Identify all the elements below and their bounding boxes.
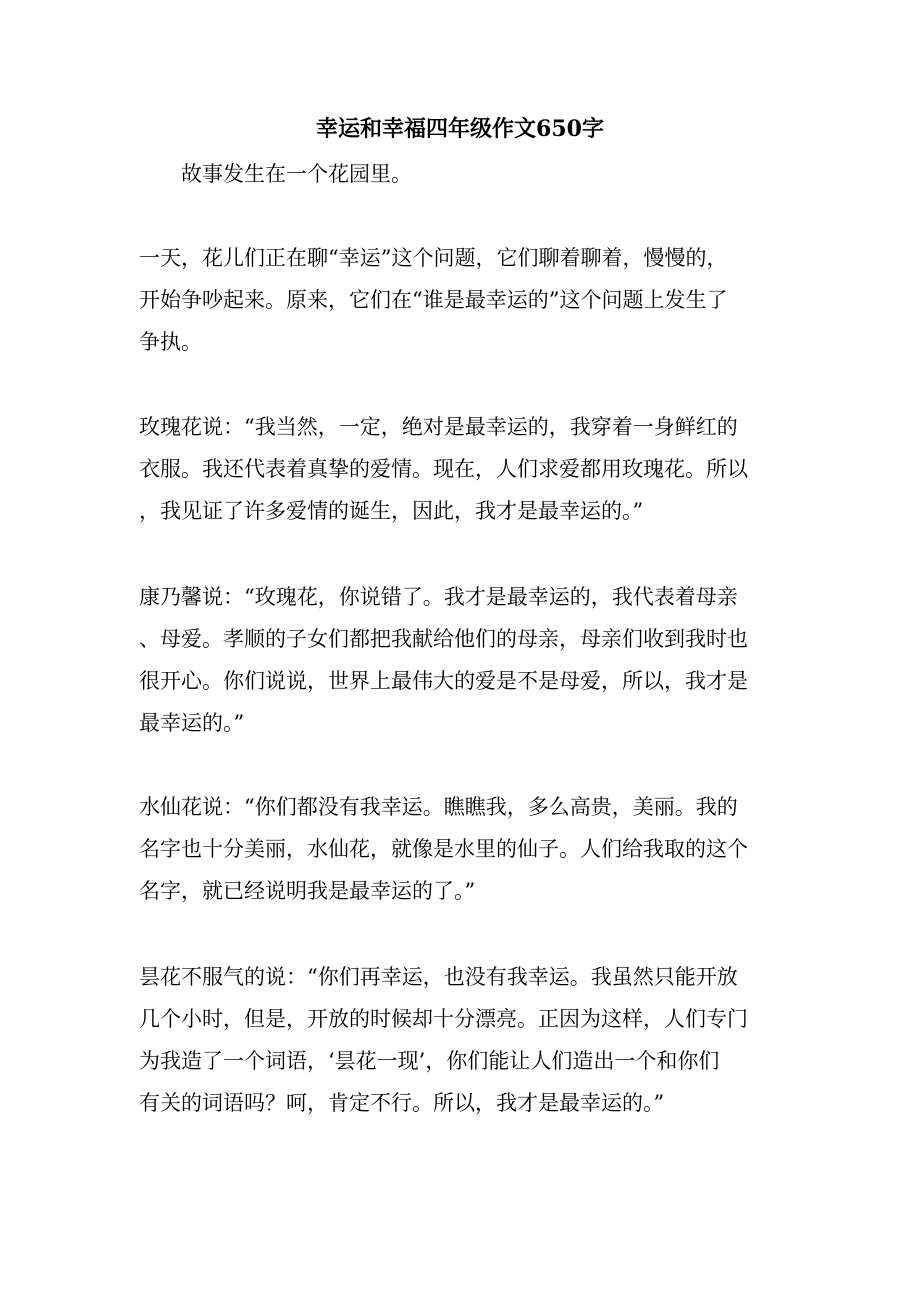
paragraph-line: 昙花不服气的说：“你们再幸运，也没有我幸运。我虽然只能开放 — [139, 965, 738, 989]
paragraph-line: 水仙花说：“你们都没有我幸运。瞧瞧我，多么高贵，美丽。我的 — [139, 795, 738, 819]
paragraph-intro — [181, 153, 821, 195]
paragraph-line: ，我见证了许多爱情的诞生，因此，我才是最幸运的。” — [139, 499, 644, 523]
paragraph-epiphyllum — [139, 956, 779, 1124]
paragraph-line: 名字，就已经说明我是最幸运的了。” — [139, 879, 476, 903]
paragraph-line: 故事发生在一个花园里。 — [181, 162, 412, 186]
paragraph-chatting — [139, 237, 779, 363]
paragraph-line: 康乃馨说：“玫瑰花，你说错了。我才是最幸运的，我代表着母亲 — [139, 585, 738, 609]
paragraph-line: 衣服。我还代表着真挚的爱情。现在，人们求爱都用玫瑰花。所以 — [139, 457, 748, 481]
document-title: 幸运和幸福四年级作文650字 — [316, 116, 604, 142]
paragraph-line: 一天，花儿们正在聊“幸运”这个问题，它们聊着聊着，慢慢的， — [139, 246, 728, 270]
paragraph-carnation — [139, 576, 779, 744]
paragraph-line: 争执。 — [139, 330, 202, 354]
paragraph-line: 很开心。你们说说，世界上最伟大的爱是不是母爱，所以，我才是 — [139, 669, 748, 693]
paragraph-line: 有关的词语吗？呵，肯定不行。所以，我才是最幸运的。” — [139, 1091, 665, 1115]
paragraph-line: 最幸运的。” — [139, 711, 245, 735]
paragraph-narcissus — [139, 786, 779, 912]
paragraph-rose — [139, 406, 779, 532]
paragraph-line: 几个小时，但是，开放的时候却十分漂亮。正因为这样，人们专门 — [139, 1007, 748, 1031]
paragraph-line: 为我造了一个词语，‘昙花一现’，你们能让人们造出一个和你们 — [139, 1049, 720, 1073]
paragraph-line: 开始争吵起来。原来，它们在“谁是最幸运的”这个问题上发生了 — [139, 288, 728, 312]
paragraph-line: 玫瑰花说：“我当然，一定，绝对是最幸运的，我穿着一身鲜红的 — [139, 415, 738, 439]
paragraph-line: 、母爱。孝顺的子女们都把我献给他们的母亲，母亲们收到我时也 — [139, 627, 748, 651]
paragraph-line: 名字也十分美丽，水仙花，就像是水里的仙子。人们给我取的这个 — [139, 837, 748, 861]
